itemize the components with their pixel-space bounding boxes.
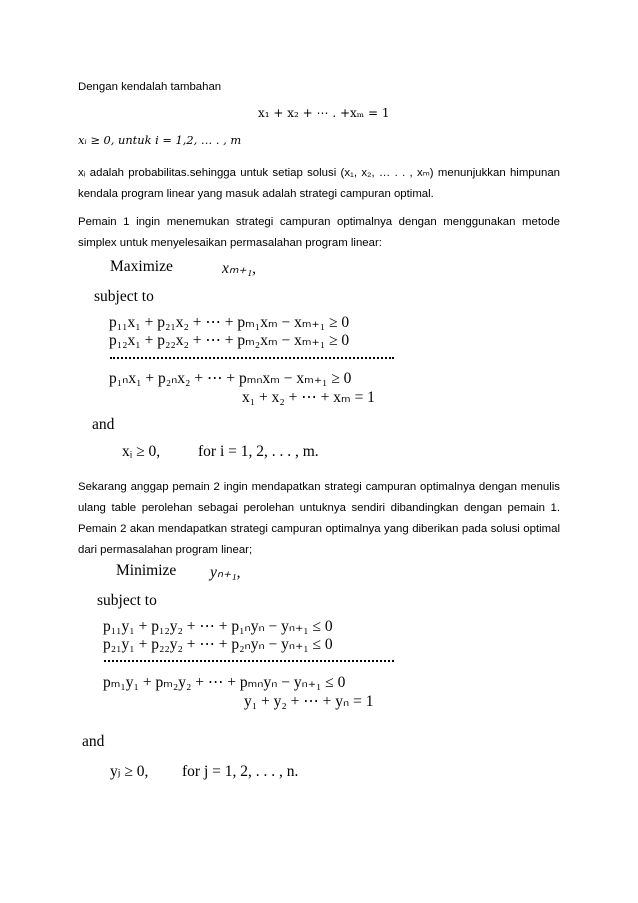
subject-to-label: subject to (97, 592, 157, 609)
maximize-objective (222, 260, 256, 278)
paragraph-probability: xᵢ adalah probabilitas.sehingga untuk setiap solusi (x₁, x₂, … . . , xₘ) menunjukkan himpunan kendala program linear yang masuk adalah strategi campuran optimal. (78, 167, 560, 200)
objective-var: yₙ₊₁, (210, 564, 241, 581)
paragraph-player2: Sekarang anggap pemain 2 ingin mendapatkan strategi campuran optimalnya dengan menulis ulang table perolehan sebagai perolehan untuknya sendiri dibandingkan dengan pemain 1. Pemain 2 akan mendapatkan strategi campuran optimalnya yang diberikan pada solusi optimal dari permasalahan program linear; (78, 481, 560, 556)
subject-to-label: subject to (94, 288, 154, 305)
nonneg-var: xᵢ ≥ 0, (122, 443, 161, 460)
objective-var: xₘ₊₁, (222, 260, 256, 277)
and-label: and (82, 733, 105, 750)
minimize-label: Minimize (116, 562, 177, 579)
constraint-row-2: p₁₂x₁ + p₂₂x₂ + ⋯ + pₘ₂xₘ − xₘ₊₁ ≥ 0 (109, 332, 350, 349)
constraint-sum-row: x₁ + x₂ + ⋯ + xₘ = 1 (242, 389, 375, 406)
constraint-sum-row: y₁ + y₂ + ⋯ + yₙ = 1 (244, 693, 374, 710)
constraint-row-n: pₘ₁y₁ + pₘ₂y₂ + ⋯ + pₘₙyₙ − yₙ₊₁ ≤ 0 (103, 674, 346, 691)
nonneg-range: for j = 1, 2, . . . , n. (182, 763, 299, 780)
constraint-sum-equation: x₁ + x₂ + ⋯ . +xₘ = 1 (258, 106, 390, 120)
dotted-separator (104, 660, 394, 662)
maximize-label: Maximize (110, 258, 173, 275)
nonneg-var: yⱼ ≥ 0, (110, 763, 149, 780)
constraint-row-2: p₂₁y₁ + p₂₂y₂ + ⋯ + p₂ₙyₙ − yₙ₊₁ ≤ 0 (103, 636, 333, 653)
constraint-row-1: p₁₁x₁ + p₂₁x₂ + ⋯ + pₘ₁xₘ − xₘ₊₁ ≥ 0 (109, 314, 350, 331)
constraint-row-m: p₁ₙx₁ + p₂ₙx₂ + ⋯ + pₘₙxₘ − xₘ₊₁ ≥ 0 (109, 370, 352, 387)
constraint-row-1: p₁₁y₁ + p₁₂y₂ + ⋯ + p₁ₙyₙ − yₙ₊₁ ≤ 0 (103, 618, 333, 635)
constraint-nonnegativity: xᵢ ≥ 0, untuk i = 1,2, … . , m (78, 133, 242, 147)
and-label: and (92, 416, 115, 433)
nonneg-range: for i = 1, 2, . . . , m. (198, 443, 319, 460)
paragraph-player1: Pemain 1 ingin menemukan strategi campuran optimalnya dengan menggunakan metode simplex untuk menyelesaikan permasalahan program linear: (78, 216, 560, 249)
minimize-objective (210, 564, 241, 582)
dotted-separator (110, 357, 394, 359)
intro-text: Dengan kendalah tambahan (78, 81, 222, 93)
